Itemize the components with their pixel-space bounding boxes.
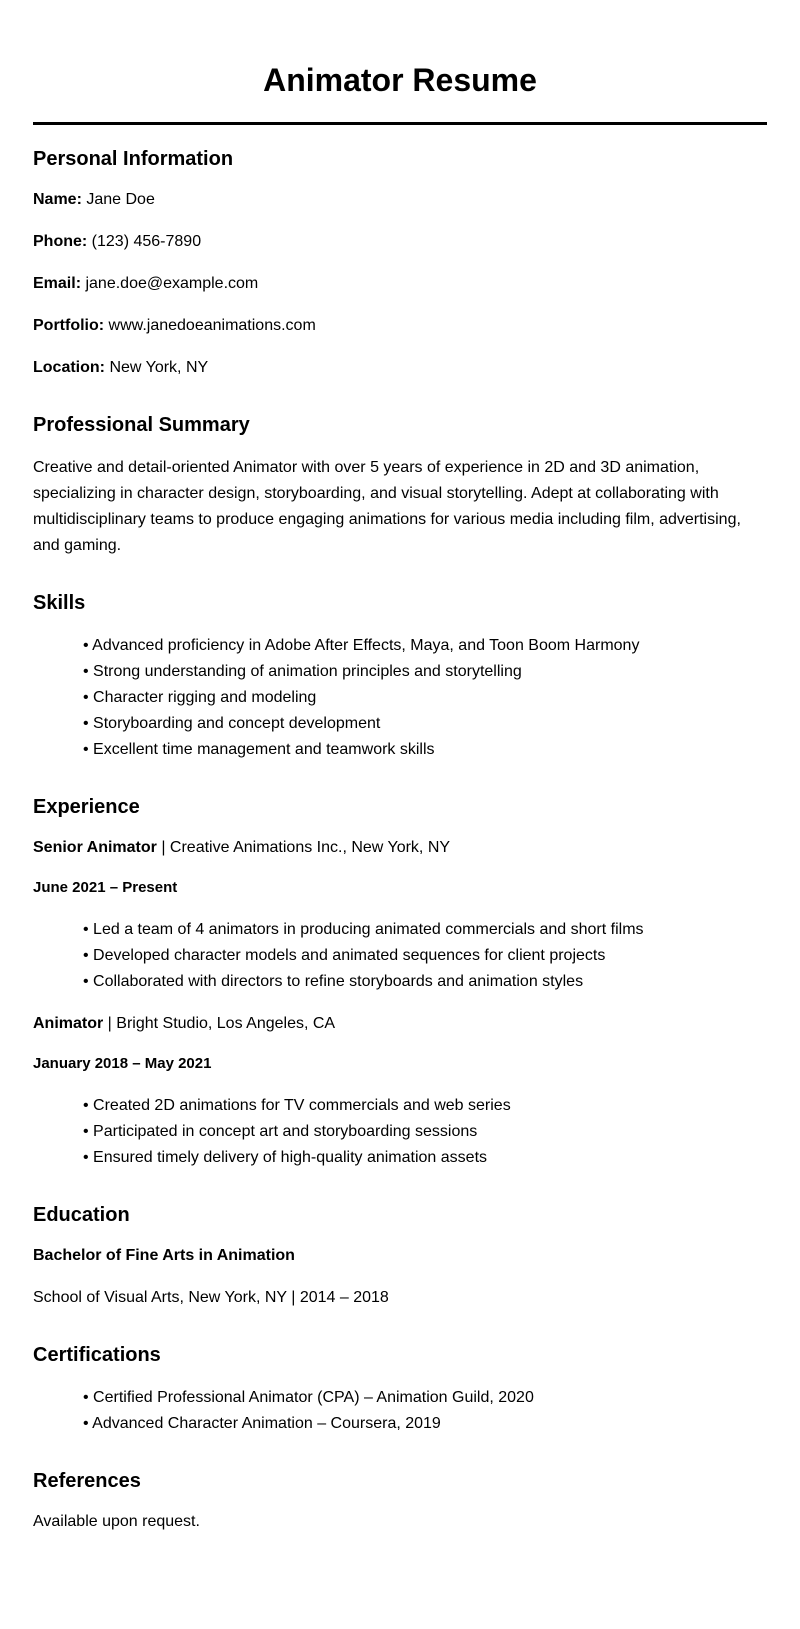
list-item: • Character rigging and modeling [83,685,767,711]
job-role-line [33,837,767,859]
list-item: • Certified Professional Animator (CPA) – Animation Guild, 2020 [83,1385,767,1411]
field-value: jane.doe@example.com [85,275,259,292]
list-item: • Collaborated with directors to refine storyboards and animation styles [83,969,767,995]
field-label: Location: [33,359,105,376]
section-heading-education: Education [33,1204,130,1226]
school-info: School of Visual Arts, New York, NY | 2014 – 2018 [33,1289,389,1306]
professional-summary-section [33,413,767,559]
references-text: Available upon request. [33,1513,200,1530]
job-company: | Creative Animations Inc., New York, NY [156,839,451,856]
list-item: • Advanced proficiency in Adobe After Effects, Maya, and Toon Boom Harmony [83,633,767,659]
references-section [33,1469,767,1533]
title-divider [33,122,767,125]
list-item: • Developed character models and animated sequences for client projects [83,943,767,969]
section-heading-skills: Skills [33,592,86,614]
field-value: www.janedoeanimations.com [108,317,316,334]
page-title: Animator Resume [263,62,537,98]
field-label: Portfolio: [33,317,105,334]
education-section [33,1203,767,1309]
resume-page [33,0,767,1533]
section-heading-experience: Experience [33,796,140,818]
field-value: (123) 456-7890 [91,233,202,250]
job-duties-list [33,1093,767,1171]
skills-section [33,591,767,763]
field-portfolio [33,315,767,337]
certifications-section [33,1343,767,1437]
list-item: • Advanced Character Animation – Coursera, 2019 [83,1411,767,1437]
experience-section [33,795,767,1171]
field-label: Phone: [33,233,88,250]
section-heading-references: References [33,1470,141,1492]
field-phone [33,231,767,253]
section-heading-certifications: Certifications [33,1344,161,1366]
job-title: Animator [33,1015,104,1032]
job-title: Senior Animator [33,839,157,856]
job-dates: June 2021 – Present [33,879,178,896]
personal-information-section [33,147,767,379]
summary-text: Creative and detail-oriented Animator with over 5 years of experience in 2D and 3D animation, specializing in character design, storyboarding, and visual storytelling. Adept at collaborating with multidisciplinary teams to produce engaging animations for various media including film, advertising, and gaming. [33,459,741,554]
field-email [33,273,767,295]
field-label: Name: [33,191,82,208]
degree-title: Bachelor of Fine Arts in Animation [33,1247,295,1264]
section-heading-personal: Personal Information [33,148,234,170]
list-item: • Excellent time management and teamwork skills [83,737,767,763]
job-company: | Bright Studio, Los Angeles, CA [103,1015,336,1032]
list-item: • Strong understanding of animation principles and storytelling [83,659,767,685]
field-value: New York, NY [109,359,209,376]
job-dates: January 2018 – May 2021 [33,1055,212,1072]
list-item: • Storyboarding and concept development [83,711,767,737]
list-item: • Created 2D animations for TV commercials and web series [83,1093,767,1119]
field-location [33,357,767,379]
section-heading-summary: Professional Summary [33,414,250,436]
certifications-list [33,1385,767,1437]
skills-list [33,633,767,763]
job-duties-list [33,917,767,995]
list-item: • Led a team of 4 animators in producing animated commercials and short films [83,917,767,943]
field-label: Email: [33,275,82,292]
field-value: Jane Doe [86,191,155,208]
job-role-line [33,1013,767,1035]
list-item: • Ensured timely delivery of high-quality animation assets [83,1145,767,1171]
field-name [33,189,767,211]
list-item: • Participated in concept art and storyboarding sessions [83,1119,767,1145]
